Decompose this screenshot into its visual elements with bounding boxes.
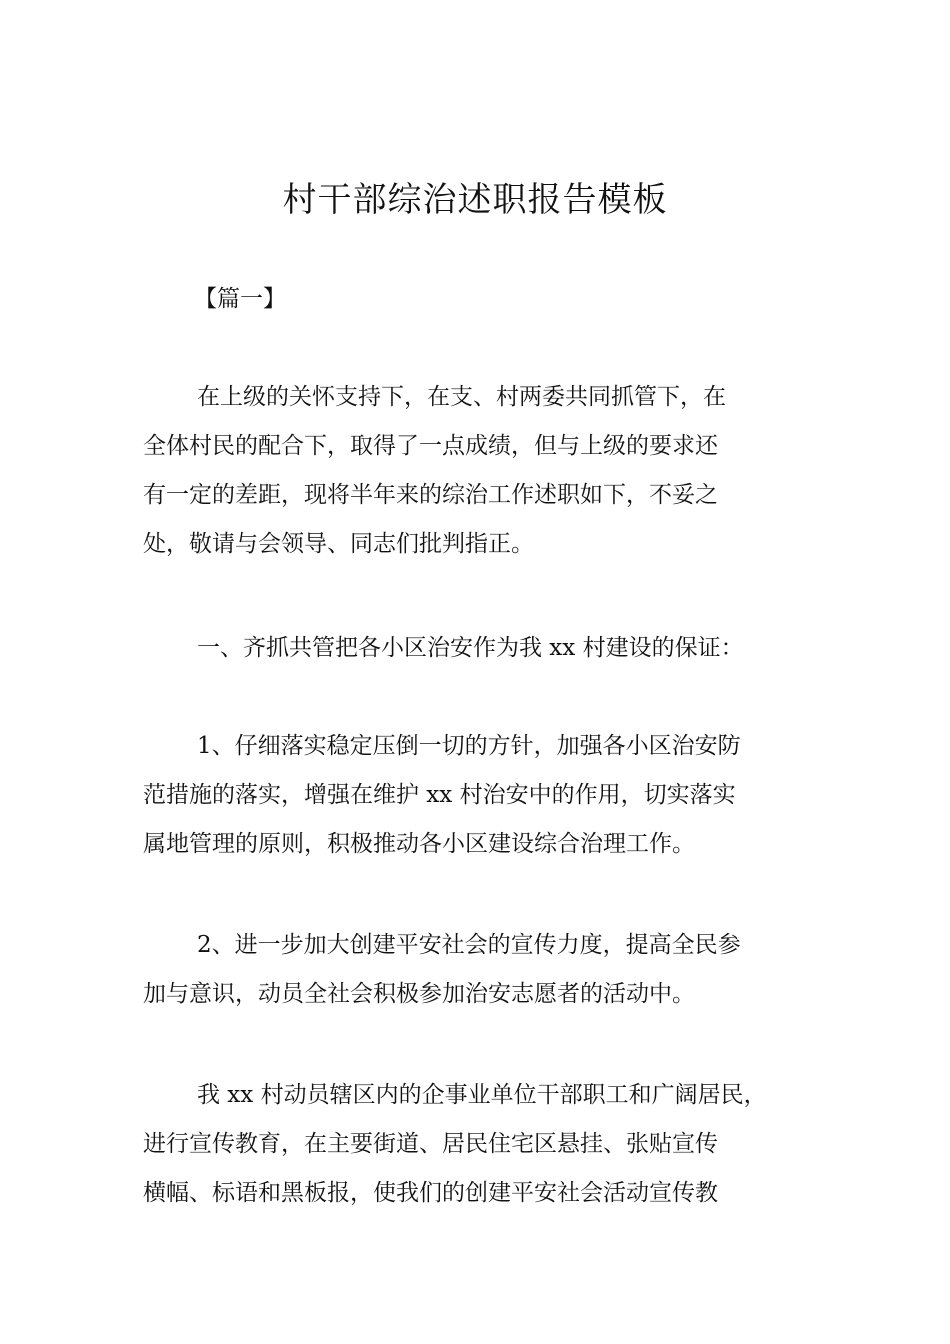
paragraph-line: 有一定的差距，现将半年来的综治工作述职如下，不妥之 <box>143 482 718 508</box>
paragraph-line: 加与意识，动员全社会积极参加治安志愿者的活动中。 <box>143 981 695 1007</box>
paragraph-line: 1、仔细落实稳定压倒一切的方针，加强各小区治安防 <box>197 733 741 759</box>
section-heading-one <box>143 624 815 673</box>
document-title: 村干部综治述职报告模板 <box>282 180 668 220</box>
paragraph-item-1 <box>143 722 815 869</box>
paragraph-mobilization <box>143 1071 815 1218</box>
paragraph-line: 我 xx 村动员辖区内的企事业单位干部职工和广阔居民， <box>197 1082 767 1108</box>
paragraph-line: 在上级的关怀支持下，在支、村两委共同抓管下，在 <box>197 384 726 410</box>
section-label: 【篇一】 <box>194 286 286 312</box>
paragraph-line: 横幅、标语和黑板报，使我们的创建平安社会活动宣传教 <box>143 1180 718 1206</box>
paragraph-line: 处，敬请与会领导、同志们批判指正。 <box>143 531 534 557</box>
paragraph-line: 全体村民的配合下，取得了一点成绩，但与上级的要求还 <box>143 433 718 459</box>
paragraph-line: 范措施的落实，增强在维护 xx 村治安中的作用，切实落实 <box>143 782 736 808</box>
paragraph-line: 一、齐抓共管把各小区治安作为我 xx 村建设的保证： <box>197 635 744 661</box>
paragraph-line: 进行宣传教育，在主要街道、居民住宅区悬挂、张贴宣传 <box>143 1131 718 1157</box>
paragraph-item-2 <box>143 921 815 1019</box>
paragraph-line: 属地管理的原则，积极推动各小区建设综合治理工作。 <box>143 831 695 857</box>
paragraph-line: 2、进一步加大创建平安社会的宣传力度，提高全民参 <box>197 932 741 958</box>
paragraph-intro <box>143 373 815 569</box>
